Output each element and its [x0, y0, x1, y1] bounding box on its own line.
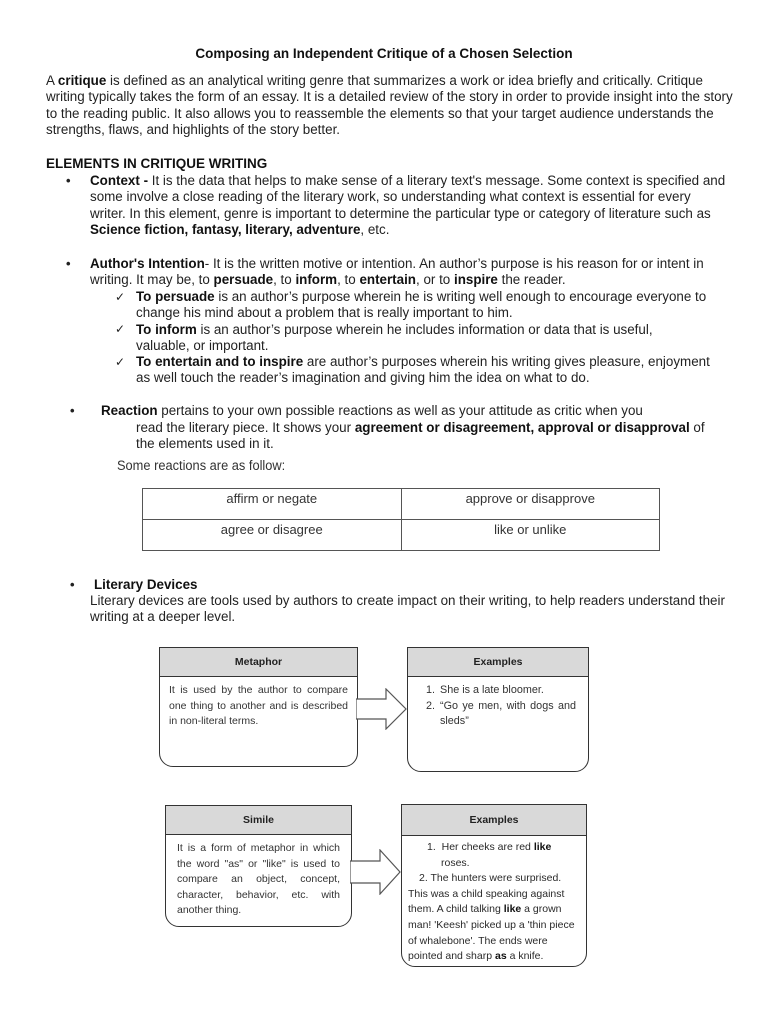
critique-term: critique — [57, 73, 107, 88]
simile-examples-header: Examples — [402, 805, 586, 836]
author-intention-item: Author's Intention- It is the written motive or intention. An author’s purpose is his reason for or intent in writing. It may be, to persuade, to inform, to entertain, or to inspire the reader. — [90, 256, 704, 288]
table-cell: affirm or negate — [143, 489, 402, 520]
arrow-right-icon — [356, 688, 408, 730]
bullet-icon: • — [70, 403, 75, 418]
literary-devices-text: Literary devices are tools used by authors to create impact on their writing, to help readers understand their writing at a deeper level. — [90, 593, 725, 625]
metaphor-examples-body — [408, 677, 588, 736]
simile-example-1: 1. Her cheeks are red like — [427, 841, 552, 853]
table-row — [143, 520, 660, 551]
simile-examples-box — [401, 804, 587, 967]
simile-definition: It is a form of metaphor in which the word "as" or "like" is used to compare an object, concept, character, behavior, etc. with another thing. — [177, 842, 340, 916]
metaphor-examples-box — [407, 647, 589, 772]
purpose-inform: To inform is an author’s purpose wherein he includes information or data that is useful, valuable, or important. — [136, 322, 653, 354]
table-cell: approve or disapprove — [401, 489, 660, 520]
bullet-icon: • — [66, 256, 71, 271]
list-item: 2. “Go ye men, with dogs and sleds” — [438, 699, 576, 730]
arrow-right-icon — [350, 849, 402, 895]
reactions-table — [142, 488, 660, 551]
table-row — [143, 489, 660, 520]
bullet-icon: • — [70, 577, 75, 592]
reaction-line-3: the elements used in it. — [136, 436, 274, 451]
context-item: Context - It is the data that helps to make sense of a literary text's message. Some context is specified and some involve a close reading of the literary work, so understanding what context is essential for every writer. In this element, genre is important to determine the particular type or category of literature such as Science fiction, fantasy, literary, adventure, etc. — [90, 173, 726, 237]
purpose-persuade: To persuade is an author’s purpose wherein he is writing well enough to encourage everyone to change his mind about a problem that is really important to him. — [136, 289, 707, 321]
reaction-item: Reaction pertains to your own possible reactions as well as your attitude as critic when you — [101, 403, 643, 418]
document-title: Composing an Independent Critique of a Chosen Selection — [195, 46, 573, 61]
table-cell: like or unlike — [401, 520, 660, 551]
metaphor-header: Metaphor — [160, 648, 357, 677]
literary-devices-label: Literary Devices — [94, 577, 198, 592]
purpose-entertain-inspire: To entertain and to inspire are author’s purposes wherein his writing gives pleasure, enjoyment as well touch the reader’s imagination and giving him the idea on what to do. — [136, 354, 710, 386]
metaphor-definition: It is used by the author to compare one thing to another and is described in non-literal terms. — [169, 684, 348, 727]
checkmark-icon: ✓ — [115, 322, 126, 336]
metaphor-examples-header: Examples — [408, 648, 588, 677]
simile-header: Simile — [166, 806, 351, 835]
simile-example-2: 2. The hunters were surprised. This was a child speaking against them. A child talking like a grown man! 'Keesh' picked up a 'thin piece of whalebone'. The ends were pointed and sharp as a knife. — [408, 872, 575, 963]
metaphor-examples-list — [408, 683, 576, 730]
genre-list: Science fiction, fantasy, literary, adventure — [90, 221, 361, 237]
reaction-line-2: read the literary piece. It shows your agreement or disagreement, approval or disapproval of — [136, 420, 705, 435]
metaphor-box — [159, 647, 358, 767]
list-item: 1. She is a late bloomer. — [438, 683, 576, 699]
table-cell: agree or disagree — [143, 520, 402, 551]
checkmark-icon: ✓ — [115, 355, 126, 369]
section-heading: ELEMENTS IN CRITIQUE WRITING — [46, 156, 268, 171]
reactions-caption: Some reactions are as follow: — [117, 458, 286, 473]
simile-examples-body: 1. Her cheeks are red like roses. 2. The hunters were surprised. This was a child speaking against them. A child talking like a grown man! 'Keesh' picked up a 'thin piece of whalebone'. The ends were pointed and sharp as a knife. — [402, 836, 586, 969]
bullet-icon: • — [66, 173, 71, 188]
simile-box — [165, 805, 352, 927]
intro-paragraph: A critique is defined as an analytical writing genre that summarizes a work or idea briefly and critically. Critique writing typically takes the form of an essay. It is a detailed review of the story in order to provide insight into the story to the reading public. It also allows you to reassemble the elements so that your target audience understands the strengths, flaws, and highlights of the story better. — [46, 73, 733, 137]
checkmark-icon: ✓ — [115, 290, 126, 304]
